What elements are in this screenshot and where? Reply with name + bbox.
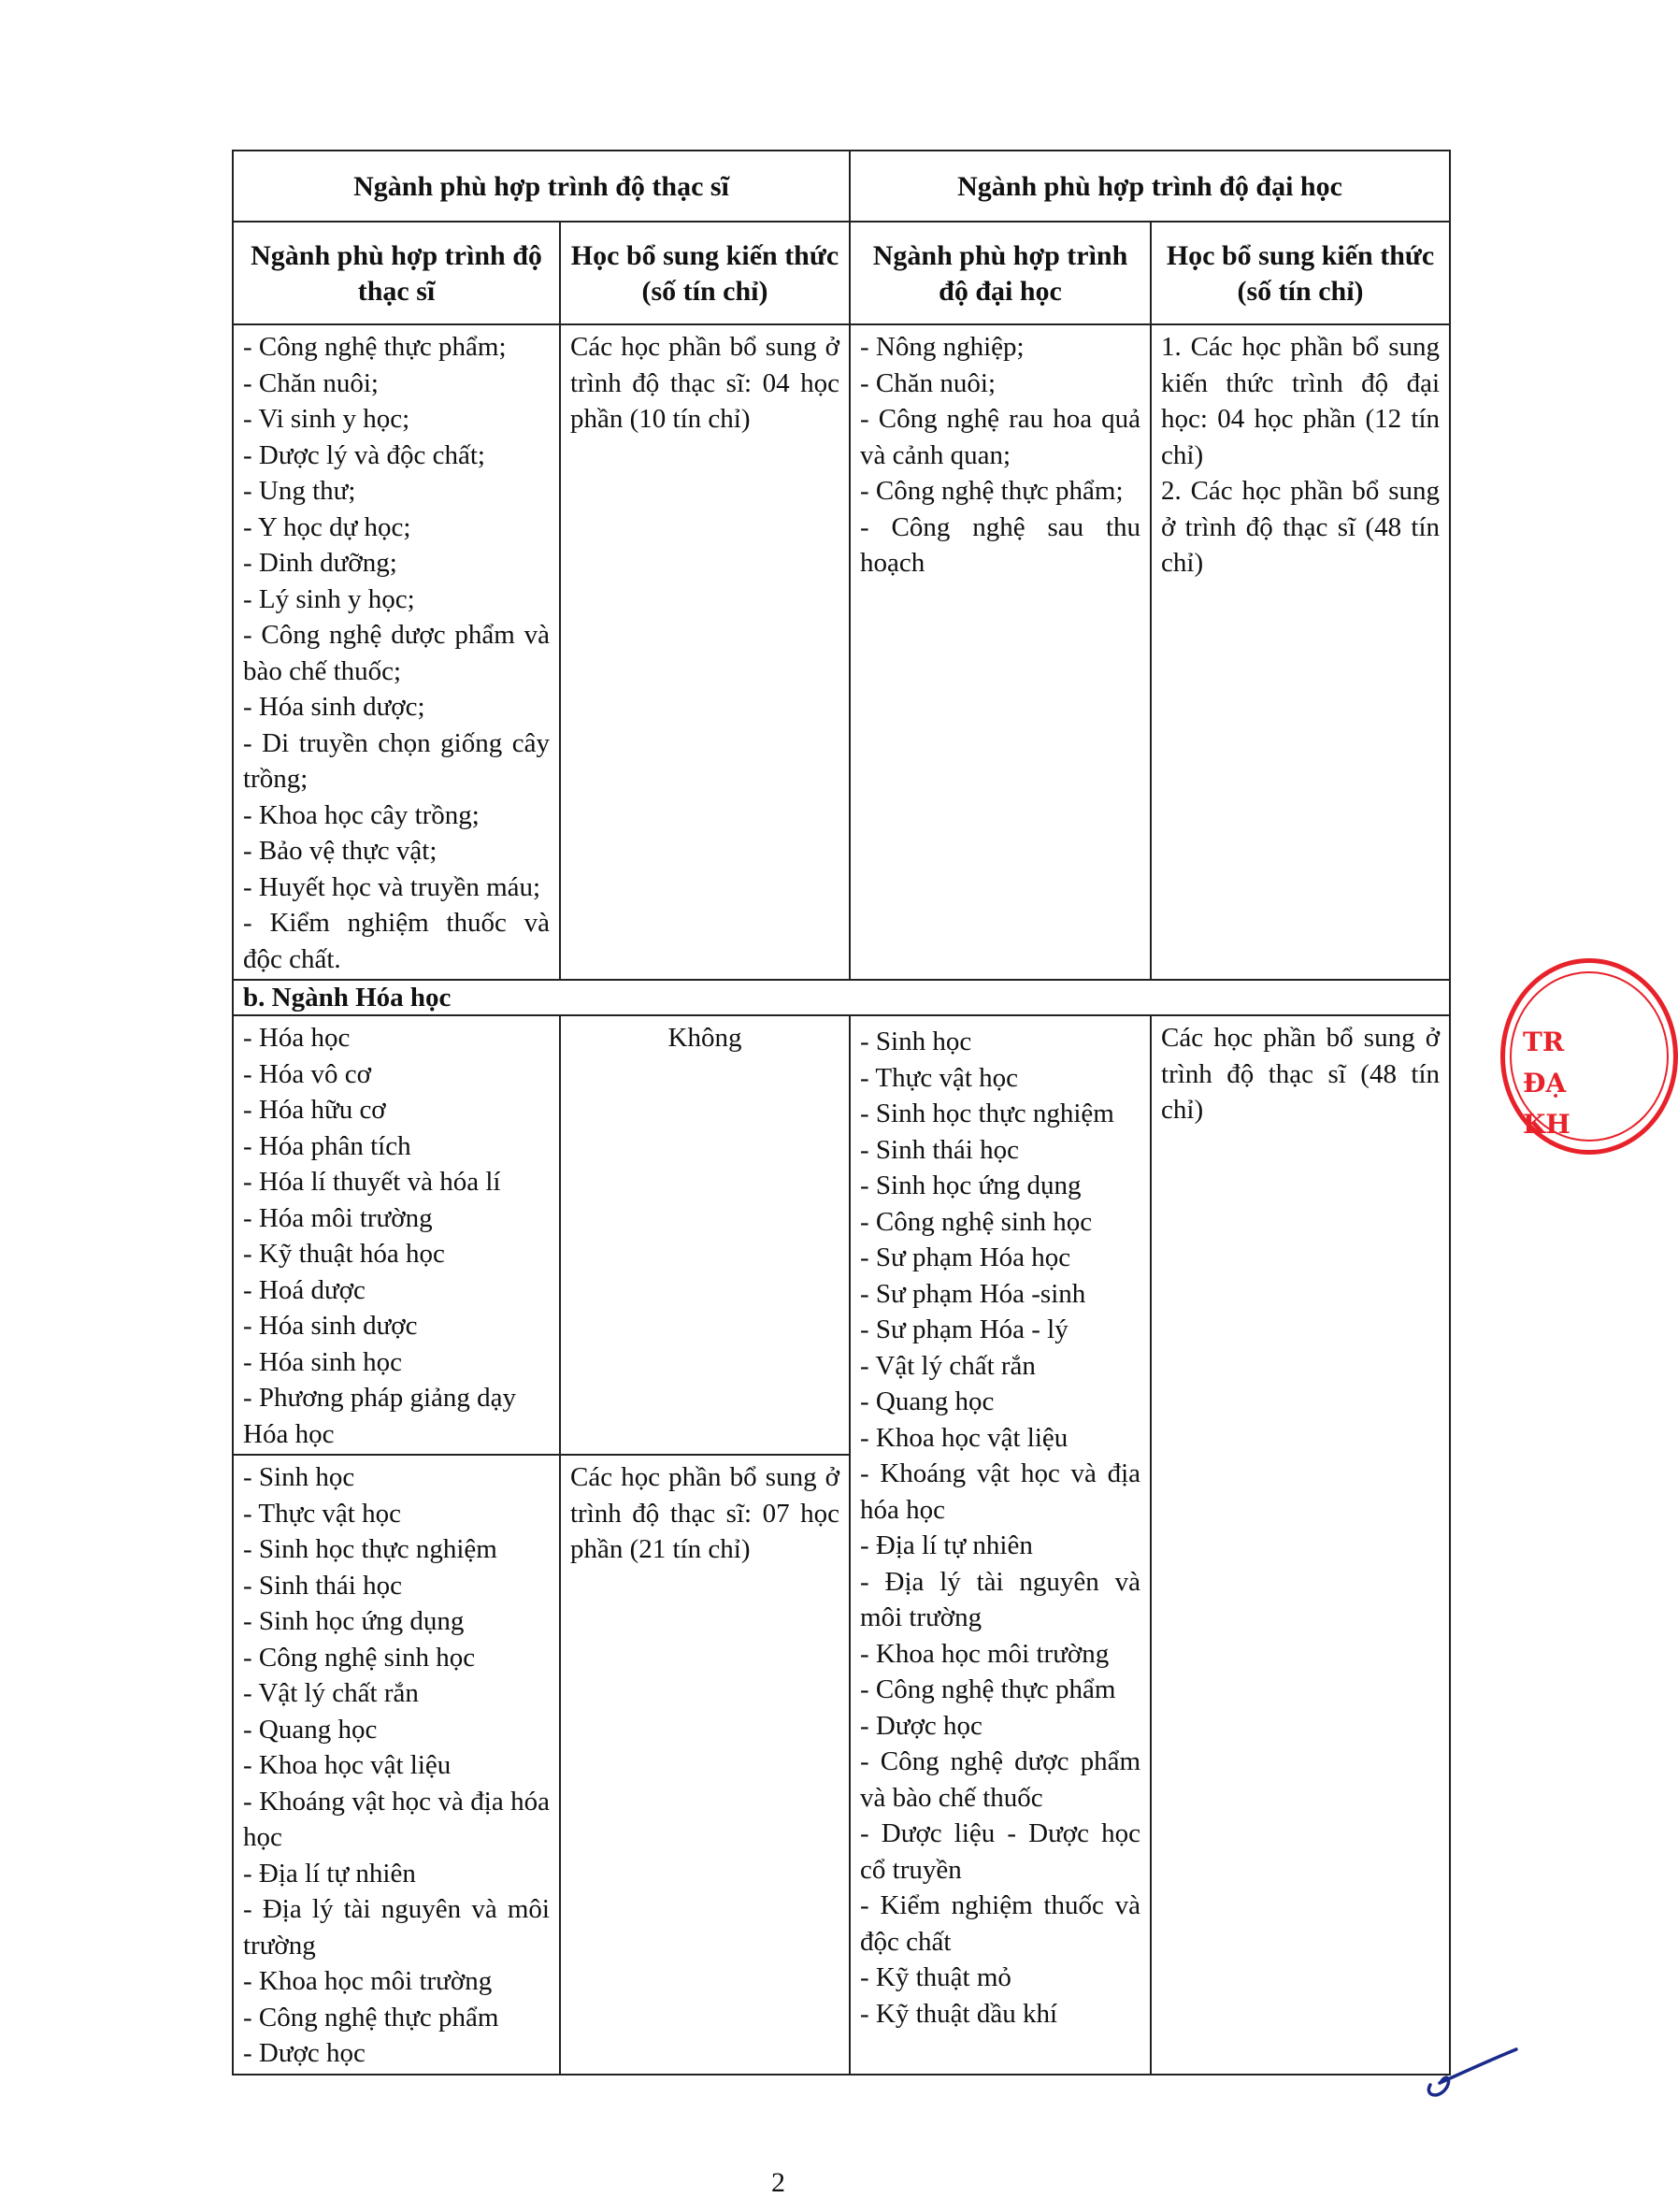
list-item: - Sư phạm Hóa -sinh [860, 1278, 1086, 1309]
list-item: - Khoáng vật học và địa hóa học [243, 1786, 550, 1852]
list-item: - Công nghệ dược phẩm và bào chế thuốc [860, 1746, 1141, 1813]
signature-mark [1419, 2029, 1522, 2104]
list-item: 2. Các học phần bổ sung ở trình độ thạc sĩ (48 tín chỉ) [1161, 476, 1441, 578]
list-item: - Sinh học ứng dụng [243, 1606, 465, 1636]
master-majors-cell [233, 1015, 560, 1455]
list-item: - Hóa phân tích [243, 1130, 411, 1161]
list-item: - Bảo vệ thực vật; [243, 836, 437, 866]
list-item: - Kỹ thuật mỏ [860, 1962, 1011, 1992]
official-stamp [1500, 949, 1570, 1173]
list-item: - Y học dự học; [243, 511, 411, 542]
list-item: - Khoa học môi trường [860, 1638, 1110, 1669]
list-item: - Thực vật học [860, 1062, 1019, 1093]
list-item: - Khoa học môi trường [243, 1966, 493, 1996]
list-item: - Kỹ thuật hóa học [243, 1239, 445, 1269]
list-item: - Sinh học ứng dụng [860, 1171, 1082, 1200]
list-item: - Dược học [243, 2038, 366, 2068]
list-item: - Khoáng vật học và địa hóa học [860, 1458, 1141, 1525]
list-item: - Công nghệ thực phẩm; [860, 476, 1124, 506]
list-item: - Hóa học [243, 1023, 351, 1053]
header-bachelor-group: Ngành phù hợp trình độ đại học [850, 151, 1450, 222]
list-item: - Quang học [243, 1714, 378, 1745]
list-item: - Hoá dược [243, 1274, 366, 1305]
list-item: - Khoa học vật liệu [860, 1422, 1068, 1453]
list-item: 1. Các học phần bổ sung kiến thức trình độ đại học: 04 học phần (12 tín chỉ) [1161, 332, 1441, 470]
list-item: - Dược lý và độc chất; [243, 439, 485, 470]
header-col-bachelor-supplement: Học bổ sung kiến thức (số tín chỉ) [1151, 222, 1450, 324]
master-supplement-cell: Không [560, 1015, 850, 1455]
section-title: b. Ngành Hóa học [233, 980, 1450, 1015]
list-item: - Sinh học [860, 1027, 972, 1056]
list-item: - Địa lý tài nguyên và môi trường [243, 1894, 550, 1961]
list-item: - Khoa học vật liệu [243, 1750, 452, 1780]
list-item: - Kiểm nghiệm thuốc và độc chất [860, 1890, 1141, 1957]
list-item: - Vật lý chất rắn [243, 1678, 419, 1708]
list-item: - Công nghệ sinh học [860, 1206, 1093, 1237]
list-item: - Công nghệ sau thu hoạch [860, 511, 1141, 578]
list-item: - Khoa học cây trồng; [243, 799, 480, 830]
list-item: - Huyết học và truyền máu; [243, 871, 541, 902]
curriculum-table [232, 150, 1451, 2076]
list-item: - Nông nghiệp; [860, 332, 1025, 362]
list-item: - Địa lý tài nguyên và môi trường [860, 1566, 1141, 1632]
list-item: - Dược liệu - Dược học cổ truyền [860, 1818, 1141, 1885]
list-item: - Vật lý chất rắn [860, 1350, 1036, 1381]
list-item: - Ung thư; [243, 476, 356, 506]
list-item: - Sinh thái học [243, 1570, 402, 1601]
list-item: - Dược học [860, 1710, 982, 1741]
list-item: - Công nghệ thực phẩm; [243, 332, 507, 362]
bachelor-supplement-cell: Các học phần bổ sung ở trình độ thạc sĩ (48 tín chỉ) [1151, 1015, 1450, 2075]
list-item: - Dinh dưỡng; [243, 548, 397, 578]
stamp-text: TR ĐẠ KH [1523, 1027, 1570, 1140]
bachelor-majors-cell [850, 1015, 1151, 2075]
list-item: - Lý sinh y học; [243, 583, 415, 614]
list-item: - Hóa lí thuyết và hóa lí [243, 1167, 501, 1197]
list-item: - Công nghệ sinh học [243, 1642, 476, 1673]
bachelor-majors-cell [850, 324, 1151, 980]
list-item: - Sư phạm Hóa - lý [860, 1314, 1068, 1344]
list-item: - Sinh học [243, 1462, 355, 1492]
table-row [233, 324, 1450, 980]
list-item: - Địa lí tự nhiên [860, 1530, 1033, 1560]
master-supplement-cell: Các học phần bổ sung ở trình độ thạc sĩ: 04 học phần (10 tín chỉ) [560, 324, 850, 980]
list-item: - Hóa môi trường [243, 1202, 433, 1233]
page-number: 2 [771, 2167, 785, 2198]
list-item: - Sinh thái học [860, 1134, 1019, 1165]
section-row [233, 980, 1450, 1015]
list-item: - Vi sinh y học; [243, 404, 410, 434]
list-item: - Thực vật học [243, 1498, 401, 1529]
list-item: - Phương pháp giảng dạy Hóa học [243, 1383, 517, 1449]
list-item: - Địa lí tự nhiên [243, 1858, 416, 1889]
list-item: - Công nghệ thực phẩm [860, 1674, 1116, 1704]
header-col-master-major: Ngành phù hợp trình độ thạc sĩ [233, 222, 560, 324]
header-master-group: Ngành phù hợp trình độ thạc sĩ [233, 151, 850, 222]
header-col-master-supplement: Học bổ sung kiến thức (số tín chỉ) [560, 222, 850, 324]
master-majors-cell [233, 1455, 560, 2075]
list-item: - Di truyền chọn giống cây trồng; [243, 727, 550, 794]
list-item: - Hóa sinh dược [243, 1311, 418, 1341]
list-item: - Kỹ thuật dầu khí [860, 1998, 1058, 2029]
list-item: - Chăn nuôi; [243, 367, 379, 398]
list-item: - Hóa hữu cơ [243, 1095, 386, 1125]
list-item: - Hóa sinh học [243, 1346, 402, 1377]
table-row [233, 1015, 1450, 1455]
list-item: - Hóa vô cơ [243, 1058, 371, 1089]
bachelor-supplement-cell [1151, 324, 1450, 980]
list-item: - Quang học [860, 1386, 995, 1416]
header-col-bachelor-major: Ngành phù hợp trình độ đại học [850, 222, 1151, 324]
list-item: - Công nghệ thực phẩm [243, 2002, 499, 2032]
list-item: - Sư phạm Hóa học [860, 1242, 1071, 1272]
master-supplement-cell: Các học phần bổ sung ở trình độ thạc sĩ: 07 học phần (21 tín chỉ) [560, 1455, 850, 2075]
master-majors-cell [233, 324, 560, 980]
list-item: - Hóa sinh dược; [243, 692, 425, 722]
list-item: - Công nghệ rau hoa quả và cảnh quan; [860, 404, 1141, 470]
list-item: - Sinh học thực nghiệm [243, 1534, 497, 1564]
list-item: - Chăn nuôi; [860, 367, 997, 398]
list-item: - Sinh học thực nghiệm [860, 1099, 1114, 1128]
list-item: - Công nghệ dược phẩm và bào chế thuốc; [243, 620, 550, 686]
list-item: - Kiểm nghiệm thuốc và độc chất. [243, 908, 550, 974]
